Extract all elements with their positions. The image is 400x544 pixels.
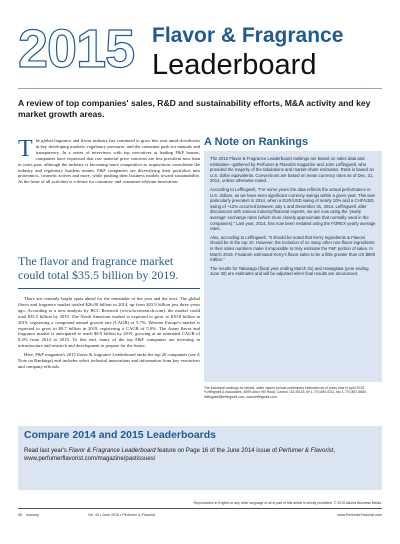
intro-paragraph: [18, 138, 200, 185]
sidebar-box: [204, 151, 382, 382]
body-paragraph: Here, P&F magazine's 2015 flavor & fragrance Leaderboard ranks the top 20 companies (see A Note on Rankings) and includes select technical innovations and information from key executives and company officials.: [18, 352, 200, 369]
drop-cap: T: [18, 136, 33, 162]
header-year: 2015: [18, 19, 135, 79]
compare-title: Compare 2014 and 2015 Leaderboards: [24, 429, 217, 441]
sidebar-paragraph: According to Leffingwell, "For some years the data reflects the actual performance in U.S. dollars, as we have seen significant currency swings within a given year. This was particularly prevalent in 2014, when a EUR/USD swing of nearly 10% and a CHF/USD swing of ~12% occurred between July 1 and December 31, 2014. Leffingwell, after discussions with various industry/financial experts, we are now using the 'yearly average' exchange rates (which more closely approximate that normally used in the companies)." Last year, 2014, has now been restated using the FOREX yearly average rates.: [210, 186, 376, 232]
header-rule: [18, 88, 382, 89]
issue-info: Vol. 40 • June 2015 • Perfumer & Flavorist: [88, 513, 156, 517]
sidebar-paragraph: The results for Takasago (fiscal year ending March 31) and Hasegawa (year ending June 30) are estimates and will be adjusted when final results are announced.: [210, 265, 369, 277]
sidebar-paragraph: Also, according to Leffingwell, "It should be noted that Kerry Ingredients & Flavors should be in the top 10. However, the inclusion of so many other non-flavor ingredients in their sales numbers make it impossible to truly estimate the F&F portion of sales. In March 2015, Frutarom estimated Kerry's flavor sales to be a little greater than US $800 million.": [210, 234, 376, 263]
compare-text-part: Read last year's: [24, 448, 69, 454]
sidebar-footnote: The individual rankings for details, sales values include preliminary estimates as of press time in April 2015. *Leffingwell & Associates, 4699 Arbor Hill Road, Canton, GA 30115, tel 1-770-889-5111, fax 1-770-887-5880, leffingwell@leffingwell.com, www.leffingwell.com: [204, 386, 367, 399]
compare-text-italic: Perfumer & Flavorist: [278, 448, 334, 454]
compare-text-part: feature on Page 16 of the June 2014 issue of: [155, 448, 279, 454]
body-paragraph: There are certainly bright spots ahead for the remainder of the year and the next. The global flavor and fragrance market totaled $26.00 billion in 2014, up from $23.9 billion just three years ago. According to a new analysis by BCC Research (www.bccresearch.com), the market could total $35.5 billion by 2019. The North American market is expected to grow to $10.8 billion in 2019, registering a compound annual growth rate (CAGR) of 5.7%. Western Europe's market is expected to grow to $9.7 billion in 2019, registering a CAGR of 5.0%. The Asian flavor and fragrance market is anticipated to reach $8.9 billion by 2019, growing at an estimated CAGR of 8.2% from 2014 to 2019. To this end, many of the top F&F companies are investing in infrastructure and research and development to prepare for the future.: [18, 296, 200, 349]
sidebar-paragraph: The 2015 Flavor & Fragrance Leaderboard rankings are based on sales data and estimates—gathered by Perfumer & Flavorist magazine and John Leffingwell, who provided the majority of the tabulations and market-share estimates. Rank is based on U.S. dollar equivalents. Conversions are based on mean currency rates as of Dec. 31, 2014, unless otherwise noted.: [210, 156, 374, 184]
header-title-line2: Leaderboard: [152, 49, 317, 81]
header-title-line1: Flavor & Fragrance: [152, 24, 344, 47]
compare-text-italic: Flavor & Fragrance Leaderboard: [68, 448, 156, 454]
compare-text: [24, 447, 376, 463]
reproduction-notice: Reproduction in English or any other language of all or part of this article is strictly prohibited. © 2015 Allured Business Media.: [193, 501, 382, 505]
pull-quote: The flavor and fragrance market could total $35.5 billion by 2019.: [18, 254, 179, 282]
pull-quote-rule: [18, 288, 200, 289]
article-deck: A review of top companies' sales, R&D and sustainability efforts, M&A activity and key market growth areas.: [18, 98, 371, 119]
body-text: [18, 296, 200, 373]
footer-rule: [18, 508, 382, 509]
footer-url[interactable]: www.PerfumerFlavorist.com: [337, 513, 382, 517]
compare-link[interactable]: , www.perfumerflavorist.com/magazine/pastissues/: [24, 448, 335, 462]
sidebar-title: A Note on Rankings: [204, 136, 309, 148]
intro-text: he global fragrance and flavor industry has continued to grow this year amid slowdowns in key developing markets, regulatory pressures, and the consumer push for naturals and transparency. In a series of interviews with top executives at leading F&F houses, companies have expressed that raw material price concerns are less prevalent now than in years past, although the industry is becoming more competitive as acquisitions consolidate the industry and regulatory burdens mount. F&F companies are diversifying their portfolios into proteomics, cosmetic actives and more, while pushing their business models toward sustainability. At the heart of all activities is a desire for customer- and consumer-relevant innovation.: [18, 138, 200, 185]
page-number: 36 Industry: [18, 513, 39, 517]
